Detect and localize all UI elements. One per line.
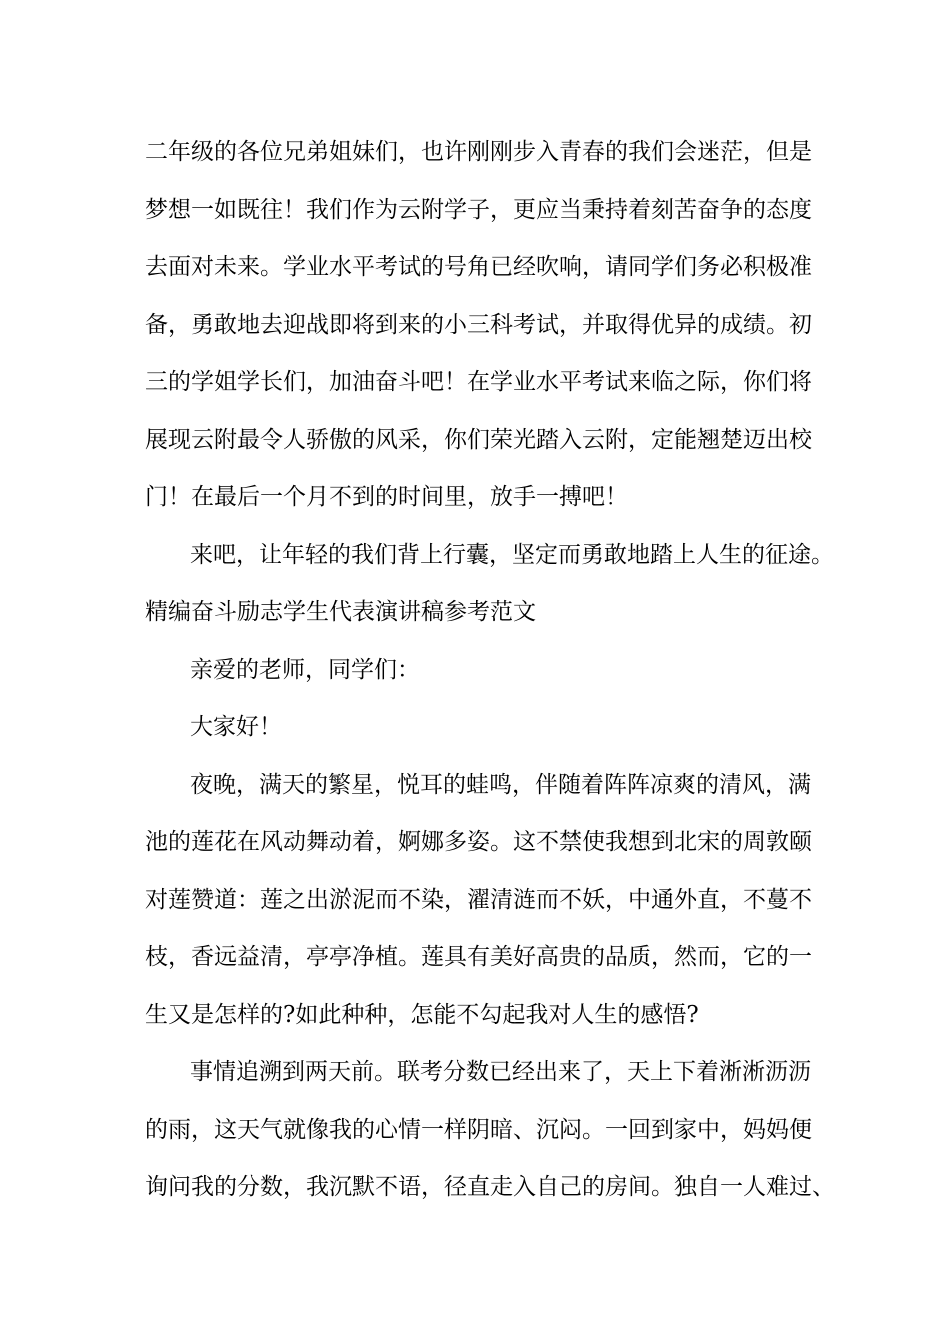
- text-line: 的雨，这天气就像我的心情一样阴暗、沉闷。一回到家中，妈妈便: [145, 1117, 812, 1143]
- text-line: 事情追溯到两天前。联考分数已经出来了，天上下着淅淅沥沥: [190, 1059, 811, 1085]
- text-line: 对莲赞道：莲之出淤泥而不染，濯清涟而不妖，中通外直，不蔓不: [145, 887, 812, 913]
- text-line: 枝，香远益清，亭亭净植。莲具有美好高贵的品质，然而，它的一: [145, 944, 812, 970]
- salutation: 亲爱的老师，同学们：: [190, 657, 420, 683]
- text-line: 三的学姐学长们，加油奋斗吧！在学业水平考试来临之际，你们将: [145, 369, 812, 395]
- text-line: 梦想一如既往！我们作为云附学子，更应当秉持着刻苦奋争的态度: [145, 197, 812, 223]
- text-line: 展现云附最令人骄傲的风采，你们荣光踏入云附，定能翘楚迈出校: [145, 427, 812, 453]
- section-heading: 精编奋斗励志学生代表演讲稿参考范文: [145, 599, 536, 625]
- text-line: 询问我的分数，我沉默不语，径直走入自己的房间。独自一人难过、: [145, 1174, 835, 1200]
- text-line: 来吧，让年轻的我们背上行囊，坚定而勇敢地踏上人生的征途。: [190, 542, 834, 568]
- greeting: 大家好！: [190, 714, 282, 740]
- text-line: 二年级的各位兄弟姐妹们，也许刚刚步入青春的我们会迷茫，但是: [145, 139, 812, 165]
- text-line: 门！在最后一个月不到的时间里，放手一搏吧！: [145, 484, 628, 510]
- text-line: 生又是怎样的?如此种种，怎能不勾起我对人生的感悟?: [145, 1002, 699, 1028]
- text-line: 备，勇敢地去迎战即将到来的小三科考试，并取得优异的成绩。初: [145, 312, 812, 338]
- text-line: 夜晚，满天的繁星，悦耳的蛙鸣，伴随着阵阵凉爽的清风，满: [190, 772, 811, 798]
- text-line: 池的莲花在风动舞动着，婀娜多姿。这不禁使我想到北宋的周敦颐: [145, 829, 812, 855]
- text-line: 去面对未来。学业水平考试的号角已经吹响，请同学们务必积极准: [145, 254, 812, 280]
